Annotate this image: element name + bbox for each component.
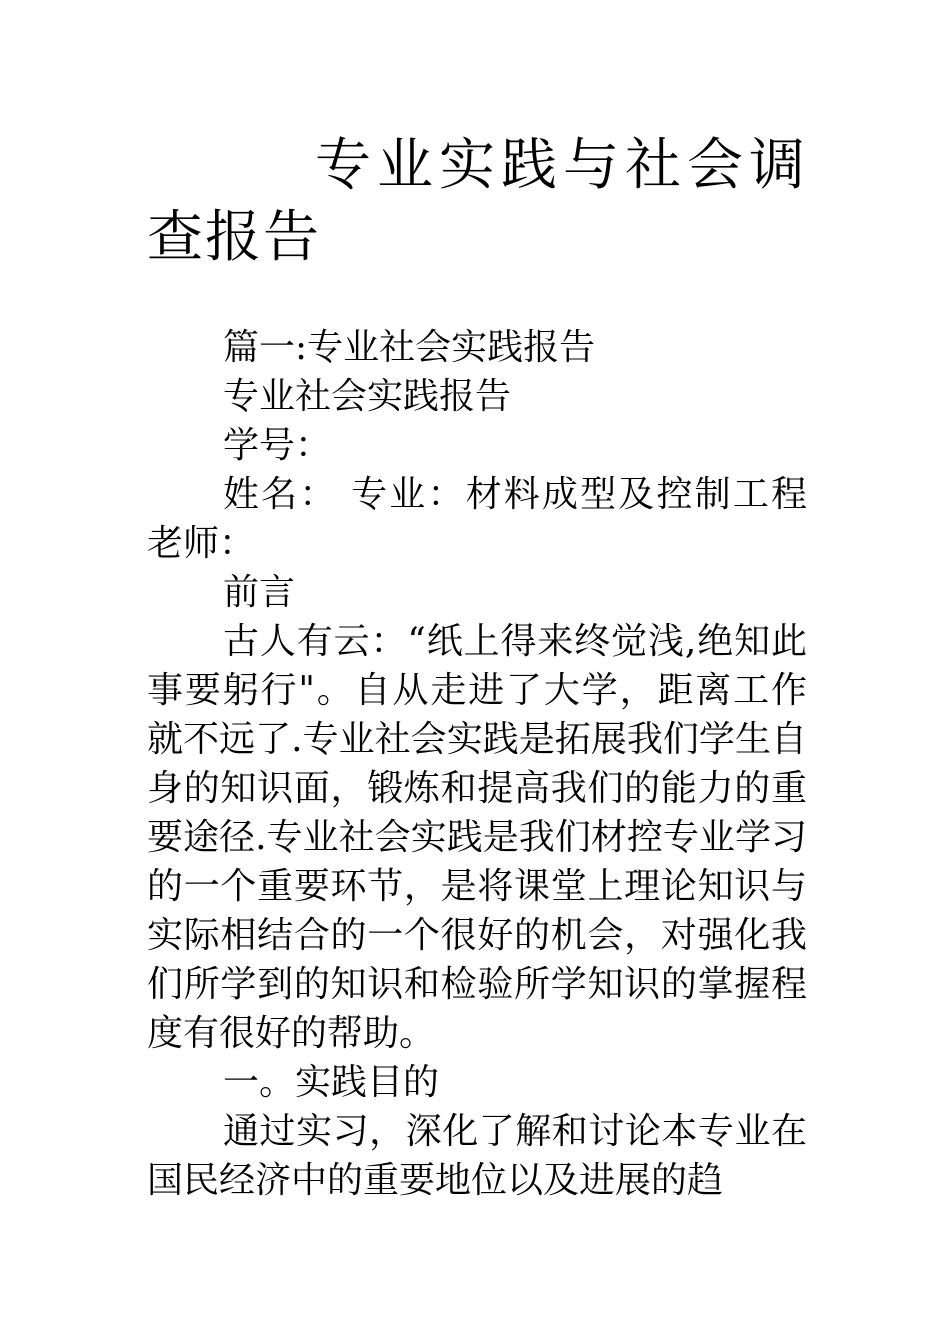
- section-heading: 篇一:专业社会实践报告: [223, 327, 596, 368]
- practice-purpose-paragraph: 通过实习，深化了解和讨论本专业在国民经济中的重要地位以及进展的趋: [147, 1111, 807, 1201]
- document-body: [147, 323, 807, 1205]
- preface-heading: 前言: [223, 572, 296, 613]
- report-subtitle: 专业社会实践报告: [223, 376, 512, 417]
- practice-purpose-heading: 一。实践目的: [223, 1062, 440, 1103]
- student-id-line: 学号：: [223, 425, 332, 466]
- name-major-teacher-line: 姓名： 专业：材料成型及控制工程老师：: [147, 474, 807, 564]
- preface-paragraph: 古人有云：“纸上得来终觉浅,绝知此事要躬行"。自从走进了大学，距离工作就不远了.专业社会实践是拓展我们学生自身的知识面，锻炼和提高我们的能力的重要途径.专业社会实践是我们材控专业学习的一个重要环节，是将课堂上理论知识与实际相结合的一个很好的机会，对强化我们所学到的知识和检验所学知识的掌握程度有很好的帮助。: [147, 621, 807, 1054]
- document-title: 专业实践与社会调查报告: [147, 133, 807, 270]
